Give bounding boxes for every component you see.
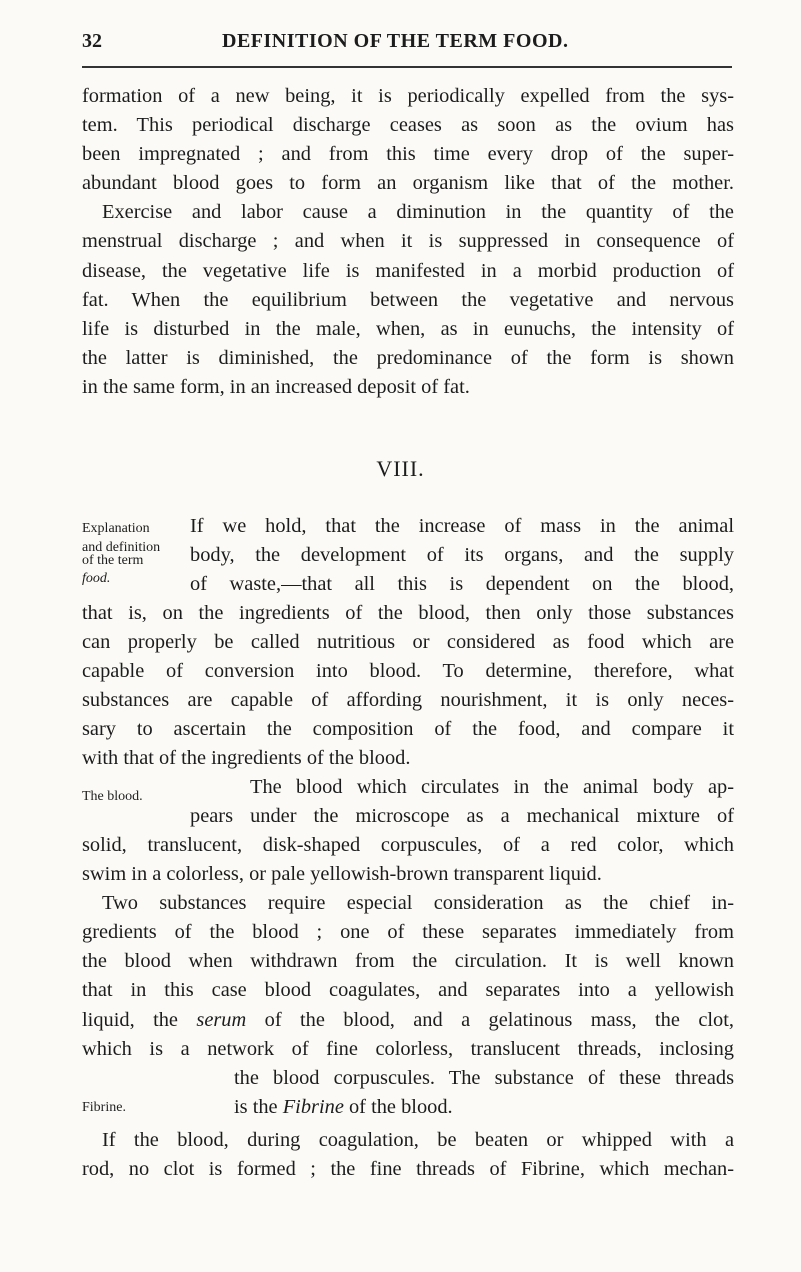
text-line: solid, translucent, disk-shaped corpuscules, of a red color, which (82, 834, 734, 856)
text-line: If the blood, during coagulation, be beaten or whipped with a (102, 1129, 734, 1151)
text-line: of waste,—that all this is dependent on the blood, (190, 573, 734, 596)
paragraph-indented (190, 512, 734, 599)
text-line: life is disturbed in the male, when, as in eunuchs, the intensity of (82, 317, 734, 340)
sidenote-blood: The blood. (82, 789, 143, 804)
paragraph-continuation (82, 82, 734, 402)
text-line: capable of conversion into blood. To determine, therefore, what (82, 660, 734, 683)
text-span: of the blood. (343, 1096, 453, 1119)
text-line: The blood which circulates in the animal body ap- (250, 776, 734, 798)
text-line: been impregnated ; and from this time every drop of the super- (82, 143, 734, 166)
text-line: sary to ascertain the composition of the food, and compare it (82, 718, 734, 741)
paragraph-body (82, 1126, 734, 1184)
text-line: gredients of the blood ; one of these separates immediately from (82, 921, 734, 944)
text-line: disease, the vegetative life is manifested in a morbid production of (82, 259, 734, 282)
text-line: rod, no clot is formed ; the fine threads of Fibrine, which mechan- (82, 1158, 734, 1181)
text-line (82, 1006, 734, 1035)
text-line: that is, on the ingredients of the blood, then only those substances (82, 602, 734, 624)
header-rule (82, 66, 732, 68)
text-line: fat. When the equilibrium between the vegetative and nervous (82, 288, 734, 311)
sidenote-line: food. (82, 570, 111, 586)
sidenote-line: of the term (82, 553, 144, 568)
text-line: the latter is diminished, the predominance of the form is shown (82, 346, 734, 369)
paragraph-body (82, 831, 734, 1064)
text-line: If we hold, that the increase of mass in the animal (190, 515, 734, 537)
text-line: in the same form, in an increased deposit of fat. (82, 375, 470, 398)
text-line: menstrual discharge ; and when it is suppressed in consequence of (82, 230, 734, 253)
text-line (190, 1093, 734, 1122)
text-line: abundant blood goes to form an organism like that of the mother. (82, 172, 734, 195)
text-line: Two substances require especial consideration as the chief in- (102, 892, 734, 915)
text-line: the blood when withdrawn from the circulation. It is well known (82, 950, 734, 973)
text-line: can properly be called nutritious or considered as food which are (82, 631, 734, 654)
text-line: Exercise and labor cause a diminution in the quantity of the (102, 201, 734, 224)
paragraph-body (82, 599, 734, 774)
text-line: formation of a new being, it is periodically expelled from the sys- (82, 85, 734, 107)
text-span: liquid, the (82, 1008, 197, 1031)
fibrine-term: Fibrine (282, 1096, 344, 1119)
text-span: is the (234, 1096, 283, 1119)
sidenote-explanation (82, 522, 182, 585)
sidenote-fibrine: Fibrine. (82, 1100, 126, 1115)
text-line: substances are capable of affording nourishment, it is only neces- (82, 689, 734, 712)
paragraph-indented (190, 773, 734, 831)
running-title: DEFINITION OF THE TERM FOOD. (222, 30, 569, 52)
section-heading: VIII. (376, 456, 425, 481)
text-line: the blood corpuscules. The substance of these threads (234, 1067, 734, 1089)
text-line: body, the development of its organs, and the supply (190, 544, 734, 567)
text-line: swim in a colorless, or pale yellowish-brown transparent liquid. (82, 863, 602, 886)
sidenote-line: and definition (82, 539, 161, 555)
text-line: which is a network of fine colorless, translucent threads, inclosing (82, 1037, 734, 1060)
serum-term: serum (196, 1008, 247, 1031)
text-line: tem. This periodical discharge ceases as soon as the ovium has (82, 114, 734, 137)
text-span: of the blood, and a gelatinous mass, the clot, (246, 1008, 734, 1031)
text-line: with that of the ingredients of the blood. (82, 747, 411, 770)
text-line: pears under the microscope as a mechanical mixture of (190, 805, 734, 828)
page-header (82, 30, 732, 58)
text-line: that in this case blood coagulates, and separates into a yellowish (82, 979, 734, 1002)
sidenote-line: Explanation (82, 521, 150, 536)
page-number: 32 (82, 30, 102, 52)
paragraph-indented (190, 1064, 734, 1122)
